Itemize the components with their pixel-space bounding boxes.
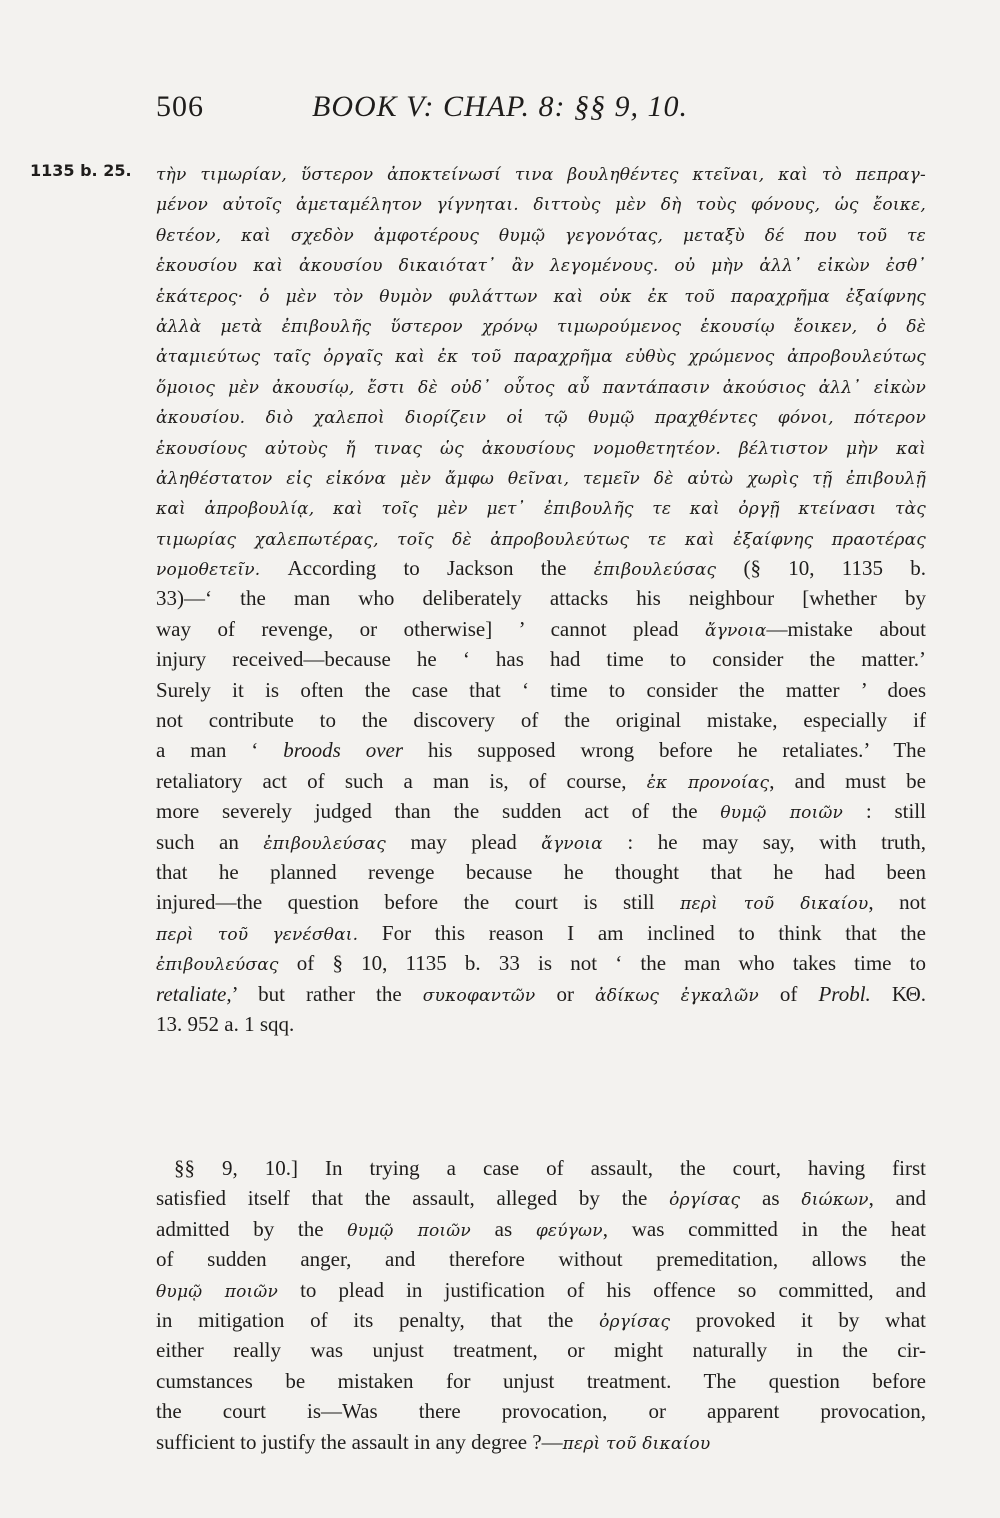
text-run: either really was unjust treatment, or might naturally in the cir- (156, 1338, 926, 1363)
text-line (156, 492, 926, 522)
text-line (156, 1183, 926, 1213)
text-line (156, 918, 926, 948)
text-run: such an (156, 829, 264, 854)
text-run: of sudden anger, and therefore without premeditation, allows the (156, 1247, 926, 1272)
text-run: a man ‘ (156, 738, 284, 763)
greek-text: ἀταμιεύτως ταῖς ὀργαῖς καὶ ἐκ τοῦ παραχρῆμα εὐθὺς χρώμενος ἀπροβουλεύτως (156, 347, 926, 368)
greek-text: τὴν τιμωρίαν, ὕστερον ἀποκτείνωσί τινα βουληθέντες κτεῖναι, καὶ τὸ πεπραγ- (156, 165, 926, 185)
greek-text: ἑκουσίου καὶ ἀκουσίου δικαιότατ᾽ ἂν λεγομένους. οὐ μὴν ἀλλ᾽ εἰκὼν ἐσθ᾽ (156, 256, 926, 277)
text-run: of (758, 981, 819, 1006)
text-line (156, 280, 926, 310)
greek-text: διώκων (801, 1190, 869, 1211)
text-run: According to Jackson the (260, 556, 594, 581)
text-line (156, 583, 926, 613)
text-line (156, 675, 926, 705)
greek-text: περὶ τοῦ γενέσθαι. (156, 924, 359, 945)
text-run: retaliatory act of such a man is, of course, (156, 768, 647, 793)
text-line (156, 401, 926, 431)
text-line (156, 523, 926, 553)
text-run: injury received—because he ‘ has had time to consider the matter.’ (156, 647, 926, 672)
text-run: : he may say, with truth, (602, 829, 926, 854)
text-run: more severely judged than the sudden act of the (156, 799, 721, 824)
text-line (156, 158, 926, 188)
greek-text: θετέον, καὶ σχεδὸν ἀμφοτέρους θυμῷ γεγονότας, μεταξὺ δέ που τοῦ τε (156, 225, 926, 246)
text-run: : still (843, 799, 926, 824)
greek-text: ἀληθέστατον εἰς εἰκόνα μὲν ἄμφω θεῖναι, τεμεῖν δὲ αὐτὼ χωρὶς τῇ ἐπιβουλῇ (156, 468, 926, 489)
text-line (156, 1396, 926, 1426)
text-line (156, 644, 926, 674)
text-line (156, 948, 926, 978)
greek-text: ἄγνοια (541, 833, 603, 854)
text-run: not contribute to the discovery of the original mistake, especially if (156, 708, 926, 733)
text-run: For this reason I am inclined to think that the (358, 920, 926, 945)
text-line (156, 1366, 926, 1396)
text-run: that he planned revenge because he thought that he had been (156, 859, 926, 884)
text-run: , not (868, 890, 927, 915)
greek-text: ἑκάτερος· ὁ μὲν τὸν θυμὸν φυλάττων καὶ οὐκ ἐκ τοῦ παραχρῆμα ἐξαίφνης (156, 286, 926, 307)
text-line (156, 735, 926, 765)
text-run: the court is—Was there provocation, or apparent provocation, (156, 1399, 926, 1424)
greek-text: ἀκουσίου. διὸ χαλεποὶ διορίζειν οἱ τῷ θυμῷ πραχθέντες φόνοι, πότερον (156, 408, 926, 429)
text-run: (§ 10, 1135 b. (716, 556, 926, 581)
text-line (156, 340, 926, 370)
text-run: may plead (386, 829, 542, 854)
greek-text: θυμῷ ποιῶν (347, 1220, 471, 1241)
greek-text: ἑκουσίους αὐτοὺς ἤ τινας ὡς ἀκουσίους νομοθετητέον. βέλτιστον μὴν καὶ (156, 438, 926, 459)
text-run: to plead in justification of his offence so committed, and (278, 1277, 926, 1302)
text-run: cumstances be mistaken for unjust treatment. The question before (156, 1368, 926, 1393)
text-line (156, 705, 926, 735)
commentary-paragraph-2 (156, 1153, 926, 1457)
text-run: , was committed in the heat (602, 1216, 926, 1241)
line-reference: 1135 b. 25. (30, 161, 132, 180)
text-line (156, 1009, 926, 1039)
greek-text: ἐπιβουλεύσας (593, 560, 717, 581)
greek-text: φεύγων (535, 1220, 603, 1241)
greek-text: ἄγνοια (704, 620, 767, 641)
text-run: in mitigation of its penalty, that the (156, 1307, 600, 1332)
greek-text: μένον αὐτοῖς ἀμεταμέλητον γίγνηται. διττοὺς μὲν δὴ τοὺς φόνους, ὡς ἔοικε, (156, 195, 926, 216)
text-run: 33)—‘ the man who deliberately attacks his neighbour [whether by (156, 586, 926, 611)
greek-text: συκοφαντῶν (422, 985, 536, 1006)
text-line (156, 614, 926, 644)
text-run: of § 10, 1135 b. 33 is not ‘ the man who takes time to (278, 951, 926, 976)
text-run: as (740, 1186, 802, 1211)
text-line (156, 1427, 926, 1457)
text-line (156, 1275, 926, 1305)
greek-text: θυμῷ ποιῶν (720, 803, 844, 824)
text-line (156, 188, 926, 218)
text-run: admitted by the (156, 1216, 348, 1241)
page-number: 506 (156, 90, 204, 123)
text-run: injured—the question before the court is still (156, 890, 681, 915)
text-run: retaliate, (156, 981, 232, 1006)
greek-text: ἐπιβουλεύσας (263, 833, 387, 854)
text-run: ΚΘ. (870, 981, 926, 1006)
text-run: 13. 952 a. 1 sqq. (156, 1011, 295, 1036)
greek-text: τιμωρίας χαλεπωτέρας, τοῖς δὲ ἀπροβουλεύτως τε καὶ ἐξαίφνης πραοτέρας (156, 529, 926, 550)
text-line (156, 796, 926, 826)
text-run: Probl. (818, 981, 871, 1006)
page-header (156, 82, 876, 132)
running-head: BOOK V: CHAP. 8: §§ 9, 10. (312, 90, 688, 123)
text-run: as (470, 1216, 536, 1241)
text-line (156, 887, 926, 917)
text-line (156, 432, 926, 462)
text-run: provoked it by what (670, 1307, 926, 1332)
commentary-paragraph-1 (156, 158, 926, 1039)
text-run: , and must be (769, 768, 926, 793)
text-line (156, 1305, 926, 1335)
greek-text: καὶ ἀπροβουλίᾳ, καὶ τοῖς μὲν μετ᾽ ἐπιβουλῆς τε καὶ ὀργῇ κτείνασι τὰς (156, 499, 926, 520)
text-line (156, 766, 926, 796)
greek-text: θυμῷ ποιῶν (156, 1281, 278, 1302)
text-run: —mistake about (766, 616, 926, 641)
text-line (156, 857, 926, 887)
greek-text: ἀδίκως ἐγκαλῶν (595, 985, 759, 1006)
text-run: ’ but rather the (231, 981, 423, 1006)
text-run: his supposed wrong before he retaliates.’ The (403, 738, 926, 763)
text-line (156, 371, 926, 401)
greek-text: περὶ τοῦ δικαίου (680, 894, 869, 915)
text-line (156, 1153, 926, 1183)
greek-text: ὀργίσας (669, 1190, 741, 1211)
text-run: , and (868, 1186, 927, 1211)
greek-text: ἐκ προνοίας (646, 772, 770, 793)
greek-text: νομοθετεῖν. (156, 560, 261, 581)
text-line (156, 553, 926, 583)
text-line (156, 1214, 926, 1244)
text-run: satisfied itself that the assault, alleged by the (156, 1186, 670, 1211)
greek-text: ὅμοιος μὲν ἀκουσίῳ, ἔστι δὲ οὐδ᾽ οὗτος αὖ παντάπασιν ἀκούσιος ἀλλ᾽ εἰκὼν (156, 377, 926, 398)
text-line (156, 249, 926, 279)
text-line (156, 1244, 926, 1274)
text-run: or (535, 981, 596, 1006)
greek-text: περὶ τοῦ δικαίου (562, 1433, 711, 1454)
text-run: way of revenge, or otherwise] ’ cannot plead (156, 616, 705, 641)
greek-text: ἐπιβουλεύσας (156, 955, 279, 976)
text-line (156, 219, 926, 249)
text-line (156, 310, 926, 340)
text-line (156, 979, 926, 1009)
greek-text: ἀλλὰ μετὰ ἐπιβουλῆς ὕστερον χρόνῳ τιμωρούμενος ἑκουσίῳ ἔοικεν, ὁ δὲ (156, 316, 926, 337)
text-run: broods over (283, 738, 404, 763)
text-line (156, 827, 926, 857)
text-run: Surely it is often the case that ‘ time to consider the matter ’ does (156, 677, 926, 702)
text-run: sufficient to justify the assault in any degree ?— (156, 1429, 563, 1454)
text-line (156, 462, 926, 492)
greek-text: ὀργίσας (599, 1311, 671, 1332)
text-line (156, 1335, 926, 1365)
text-run: §§ 9, 10.] In trying a case of assault, the court, having first (174, 1156, 926, 1180)
